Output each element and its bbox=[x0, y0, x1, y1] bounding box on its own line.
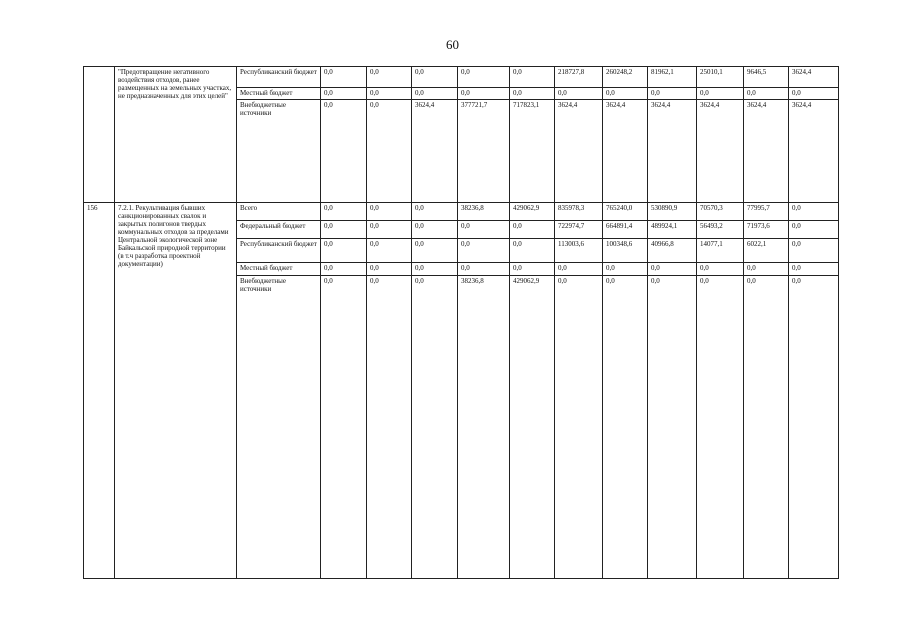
value-cell: 0,0 bbox=[458, 239, 510, 263]
value-cell: 0,0 bbox=[458, 221, 510, 239]
funding-source-cell: Республиканский бюджет bbox=[237, 239, 321, 263]
value-cell: 71973,6 bbox=[744, 221, 789, 239]
funding-source-cell: Федеральный бюджет bbox=[237, 221, 321, 239]
value-cell: 0,0 bbox=[603, 88, 648, 100]
value-cell: 0,0 bbox=[555, 88, 603, 100]
value-cell: 0,0 bbox=[367, 221, 412, 239]
value-cell: 0,0 bbox=[744, 276, 789, 579]
value-cell: 9646,5 bbox=[744, 67, 789, 88]
table-row bbox=[84, 203, 839, 221]
value-cell: 0,0 bbox=[412, 88, 458, 100]
value-cell: 100348,6 bbox=[603, 239, 648, 263]
value-cell: 0,0 bbox=[789, 263, 839, 276]
value-cell: 56493,2 bbox=[697, 221, 744, 239]
row-number-cell bbox=[84, 67, 115, 203]
value-cell: 0,0 bbox=[412, 203, 458, 221]
value-cell: 0,0 bbox=[789, 221, 839, 239]
value-cell: 0,0 bbox=[412, 221, 458, 239]
value-cell: 0,0 bbox=[744, 88, 789, 100]
value-cell: 40966,8 bbox=[648, 239, 697, 263]
value-cell: 0,0 bbox=[510, 67, 555, 88]
value-cell: 489924,1 bbox=[648, 221, 697, 239]
value-cell: 0,0 bbox=[603, 263, 648, 276]
value-cell: 0,0 bbox=[789, 203, 839, 221]
value-cell: 0,0 bbox=[510, 88, 555, 100]
value-cell: 0,0 bbox=[367, 100, 412, 203]
value-cell: 0,0 bbox=[321, 263, 367, 276]
value-cell: 0,0 bbox=[510, 221, 555, 239]
value-cell: 14077,1 bbox=[697, 239, 744, 263]
value-cell: 260248,2 bbox=[603, 67, 648, 88]
value-cell: 3624,4 bbox=[555, 100, 603, 203]
value-cell: 0,0 bbox=[648, 276, 697, 579]
row-number-cell: 156 bbox=[84, 203, 115, 579]
value-cell: 0,0 bbox=[321, 239, 367, 263]
value-cell: 0,0 bbox=[412, 67, 458, 88]
value-cell: 717823,1 bbox=[510, 100, 555, 203]
value-cell: 0,0 bbox=[412, 276, 458, 579]
value-cell: 0,0 bbox=[321, 276, 367, 579]
value-cell: 765240,0 bbox=[603, 203, 648, 221]
value-cell: 0,0 bbox=[648, 88, 697, 100]
value-cell: 113003,6 bbox=[555, 239, 603, 263]
value-cell: 0,0 bbox=[458, 67, 510, 88]
value-cell: 377721,7 bbox=[458, 100, 510, 203]
budget-table bbox=[83, 66, 839, 579]
value-cell: 6022,1 bbox=[744, 239, 789, 263]
value-cell: 0,0 bbox=[789, 239, 839, 263]
value-cell: 0,0 bbox=[458, 88, 510, 100]
value-cell: 0,0 bbox=[412, 263, 458, 276]
value-cell: 3624,4 bbox=[744, 100, 789, 203]
value-cell: 70570,3 bbox=[697, 203, 744, 221]
value-cell: 0,0 bbox=[367, 67, 412, 88]
value-cell: 0,0 bbox=[697, 263, 744, 276]
page-number: 60 bbox=[446, 37, 459, 52]
value-cell: 3624,4 bbox=[603, 100, 648, 203]
value-cell: 0,0 bbox=[648, 263, 697, 276]
value-cell: 0,0 bbox=[458, 263, 510, 276]
value-cell: 0,0 bbox=[697, 88, 744, 100]
value-cell: 0,0 bbox=[412, 239, 458, 263]
value-cell: 3624,4 bbox=[648, 100, 697, 203]
value-cell: 81962,1 bbox=[648, 67, 697, 88]
value-cell: 0,0 bbox=[555, 263, 603, 276]
value-cell: 0,0 bbox=[510, 239, 555, 263]
value-cell: 0,0 bbox=[367, 88, 412, 100]
value-cell: 3624,4 bbox=[412, 100, 458, 203]
funding-source-cell: Местный бюджет bbox=[237, 263, 321, 276]
value-cell: 25010,1 bbox=[697, 67, 744, 88]
value-cell: 0,0 bbox=[321, 221, 367, 239]
value-cell: 38236,8 bbox=[458, 203, 510, 221]
activity-name-cell: 7.2.1. Рекультивация бывших санкционированных свалок и закрытых полигонов твердых коммунальных отходов за пределами Центральной экологической зоне Байкальской природной территории (в т.ч разработка проектной документации) bbox=[115, 203, 237, 579]
value-cell: 0,0 bbox=[367, 203, 412, 221]
value-cell: 0,0 bbox=[789, 88, 839, 100]
funding-source-cell: Внебюджетные источники bbox=[237, 276, 321, 579]
value-cell: 0,0 bbox=[510, 263, 555, 276]
activity-name-cell: "Предотвращение негативного воздействия отходов, ранее размещенных на земельных участках, не предназначенных для этих целей" bbox=[115, 67, 237, 203]
value-cell: 0,0 bbox=[367, 239, 412, 263]
value-cell: 722974,7 bbox=[555, 221, 603, 239]
funding-source-cell: Внебюджетные источники bbox=[237, 100, 321, 203]
value-cell: 3624,4 bbox=[789, 100, 839, 203]
funding-source-cell: Республиканский бюджет bbox=[237, 67, 321, 88]
value-cell: 664891,4 bbox=[603, 221, 648, 239]
value-cell: 38236,8 bbox=[458, 276, 510, 579]
value-cell: 0,0 bbox=[321, 203, 367, 221]
value-cell: 0,0 bbox=[603, 276, 648, 579]
value-cell: 0,0 bbox=[321, 67, 367, 88]
value-cell: 0,0 bbox=[321, 100, 367, 203]
value-cell: 0,0 bbox=[744, 263, 789, 276]
value-cell: 3624,4 bbox=[697, 100, 744, 203]
value-cell: 0,0 bbox=[321, 88, 367, 100]
value-cell: 0,0 bbox=[697, 276, 744, 579]
value-cell: 429062,9 bbox=[510, 203, 555, 221]
value-cell: 0,0 bbox=[367, 263, 412, 276]
value-cell: 429062,9 bbox=[510, 276, 555, 579]
value-cell: 835978,3 bbox=[555, 203, 603, 221]
value-cell: 77995,7 bbox=[744, 203, 789, 221]
table-row bbox=[84, 67, 839, 88]
funding-source-cell: Местный бюджет bbox=[237, 88, 321, 100]
value-cell: 530890,9 bbox=[648, 203, 697, 221]
value-cell: 218727,8 bbox=[555, 67, 603, 88]
value-cell: 0,0 bbox=[789, 276, 839, 579]
funding-source-cell: Всего bbox=[237, 203, 321, 221]
value-cell: 0,0 bbox=[555, 276, 603, 579]
value-cell: 3624,4 bbox=[789, 67, 839, 88]
value-cell: 0,0 bbox=[367, 276, 412, 579]
